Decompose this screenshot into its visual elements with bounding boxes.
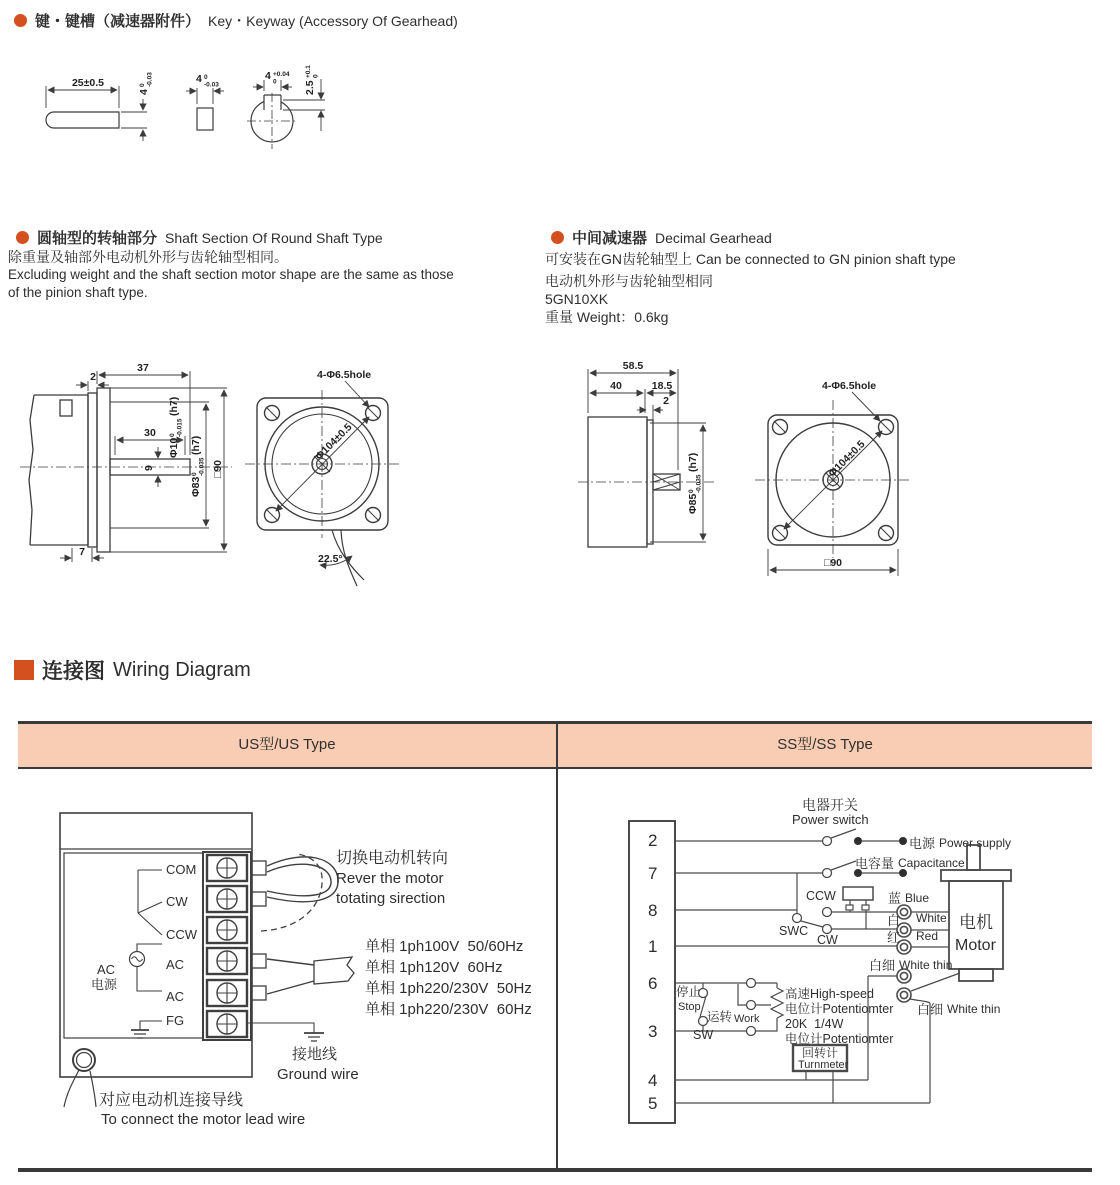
svg-text:2.5: 2.5 — [304, 80, 316, 95]
svg-text:0: 0 — [191, 472, 198, 476]
dim-angle: 22.5° — [318, 553, 343, 565]
svg-text:-0.015: -0.015 — [176, 418, 184, 437]
round-shaft-title — [16, 227, 383, 248]
dim-key-width — [196, 73, 219, 89]
bullet-icon — [551, 231, 564, 244]
ss-terminal-1: 1 — [648, 937, 658, 956]
gearhead-line1: 可安装在GN齿轮轴型上 Can be connected to GN pinion shaft type — [545, 251, 956, 267]
ss-work-en: Work — [734, 1013, 760, 1025]
ss-terminal-6: 6 — [648, 974, 658, 993]
ss-blue-label — [888, 888, 929, 907]
ss-capacitance — [855, 853, 965, 872]
svg-text:0: 0 — [312, 74, 320, 78]
gearhead-title-zh: 中间减速器 — [572, 230, 648, 247]
key-keyway-title-zh: 键・键槽（减速器附件） — [35, 13, 201, 30]
ss-pot-line3: 20K 1/4W — [785, 1017, 844, 1031]
round-shaft-line2: Excluding weight and the shaft section motor shape are the same as those — [8, 267, 454, 282]
dim-holes: 4-Φ6.5hole — [822, 380, 877, 392]
ss-power-supply-zh: 电源 — [909, 836, 936, 851]
gearhead-line2: 电动机外形与齿轮轴型相同 — [545, 273, 713, 289]
dim-dia104 — [826, 438, 867, 479]
us-terminal-com: COM — [166, 862, 197, 877]
us-ground-en: Ground wire — [277, 1066, 359, 1083]
svg-text:Φ85: Φ85 — [687, 493, 699, 514]
table-bottom-border — [18, 1168, 1092, 1172]
ss-white-thin2-en: White thin — [947, 1001, 1001, 1016]
dim-key-length: 25±0.5 — [71, 77, 105, 89]
ss-terminal-2: 2 — [648, 831, 658, 850]
dim-dia104 — [313, 421, 354, 462]
bullet-icon — [16, 231, 29, 244]
us-volt4: 单相 1ph220/230V 60Hz — [365, 1001, 532, 1018]
svg-text:0: 0 — [688, 489, 695, 493]
svg-text:□90: □90 — [212, 459, 224, 478]
round-shaft-title-en: Shaft Section Of Round Shaft Type — [165, 229, 383, 246]
dim-2: 2 — [663, 395, 669, 407]
wiring-title-en: Wiring Diagram — [113, 658, 251, 681]
gearhead-title — [551, 227, 772, 248]
dim-2: 2 — [90, 371, 96, 383]
ss-cw-label: CW — [817, 933, 838, 947]
svg-text:0: 0 — [169, 433, 176, 437]
us-ac-label: AC — [97, 962, 116, 977]
svg-text:(h7): (h7) — [687, 452, 699, 472]
ss-terminal-3: 3 — [648, 1022, 658, 1041]
dim-7: 7 — [79, 546, 85, 558]
ss-white-thin-upper — [869, 955, 952, 974]
ss-capacitance-en: Capacitance — [898, 855, 965, 870]
ss-power-switch-zh: 电器开关 — [802, 797, 858, 813]
ss-work-zh: 运转 — [707, 1010, 733, 1024]
ss-turnmeter-zh: 回转计 — [802, 1046, 839, 1060]
us-volt2: 单相 1ph120V 60Hz — [365, 959, 503, 976]
key-cross-section — [186, 88, 224, 130]
round-shaft-line1: 除重量及轴部外电动机外形与齿轮轴型相同。 — [8, 249, 288, 265]
us-power-label: 电源 — [91, 977, 118, 992]
ss-capacitance-zh: 电容量 — [855, 856, 895, 871]
ss-white-thin-zh: 白细 — [869, 958, 896, 973]
us-volt1: 单相 1ph100V 50/60Hz — [365, 938, 524, 955]
svg-text:4: 4 — [265, 70, 271, 82]
terminal-screws — [207, 855, 247, 1037]
dim-9 — [143, 465, 155, 471]
svg-text:(h7): (h7) — [190, 435, 202, 455]
ss-pot-line2: 电位计Potentiomter — [785, 1002, 894, 1016]
bullet-icon — [14, 14, 27, 27]
ss-stop-en: Stop — [678, 1001, 701, 1013]
gearhead-title-en: Decimal Gearhead — [655, 229, 772, 246]
us-reverse-en2: totating sirection — [336, 890, 446, 907]
svg-text:(h7): (h7) — [168, 396, 180, 416]
us-lead-zh: 对应电动机连接导线 — [99, 1092, 244, 1109]
ss-white-thin2-zh: 白细 — [917, 1002, 944, 1017]
ss-pot-line4: 电位计Potentiomter — [785, 1032, 894, 1046]
svg-text:-0.035: -0.035 — [198, 457, 206, 476]
dim-37: 37 — [137, 362, 149, 374]
dim-dia10 — [168, 397, 184, 458]
ss-terminal-7: 7 — [648, 864, 658, 883]
dim-30: 30 — [144, 427, 156, 439]
ss-terminal-8: 8 — [648, 901, 658, 920]
ss-power-switch-en: Power switch — [792, 812, 869, 827]
svg-text:4: 4 — [196, 73, 202, 85]
ss-turnmeter-en: Turnmeter — [798, 1059, 849, 1071]
key-keyway-title-en: Key・Keyway (Accessory Of Gearhead) — [208, 12, 458, 29]
ss-ccw-label: CCW — [806, 889, 836, 903]
us-reverse-zh: 切换电动机转向 — [336, 850, 449, 867]
ss-power-supply — [909, 833, 1011, 852]
ss-white-thin-lower — [917, 999, 1000, 1018]
ss-power-supply-en: Power supply — [939, 835, 1012, 850]
round-shaft-line3: of the pinion shaft type. — [8, 285, 148, 300]
svg-text:0: 0 — [139, 83, 146, 87]
dim-slot-depth — [304, 65, 320, 95]
us-terminal-ac2: AC — [166, 989, 185, 1004]
svg-text:-0.035: -0.035 — [695, 474, 703, 493]
us-terminal-ccw: CCW — [166, 927, 198, 942]
ss-blue-zh: 蓝 — [888, 891, 902, 906]
us-terminal-fg: FG — [166, 1013, 185, 1028]
svg-text:0: 0 — [204, 74, 208, 81]
ss-terminal-4: 4 — [648, 1071, 658, 1090]
ss-swc-label: SWC — [779, 924, 809, 938]
wiring-title — [14, 655, 251, 685]
terminal-screw-heads — [217, 858, 237, 1034]
ss-white-zh: 白 — [887, 913, 901, 928]
key-keyway-title — [14, 10, 458, 31]
dim-58-5: 58.5 — [622, 360, 644, 372]
ss-wiring-art — [556, 768, 1106, 1168]
dim-dia83 — [190, 436, 206, 497]
us-volt3: 单相 1ph220/230V 50Hz — [365, 980, 532, 997]
us-ground-zh: 接地线 — [292, 1046, 338, 1063]
svg-text:Φ104±0.5: Φ104±0.5 — [826, 438, 868, 480]
front-view — [755, 392, 912, 576]
ss-pot-line1: 高速High-speed — [785, 987, 874, 1001]
dim-sq90: □90 — [823, 557, 843, 569]
dim-sq90 — [212, 460, 224, 478]
ss-white-en: White — [916, 911, 947, 925]
dim-40: 40 — [610, 380, 622, 392]
us-terminal-ac1: AC — [166, 957, 185, 972]
ss-type-header: SS型/SS Type — [777, 736, 873, 753]
dim-dia85 — [687, 453, 703, 514]
square-bullet-icon — [14, 660, 34, 680]
wiring-title-zh: 连接图 — [42, 660, 105, 683]
ss-sw-label: SW — [693, 1028, 714, 1042]
ss-red-zh: 红 — [887, 930, 901, 945]
us-reverse-en1: Rever the motor — [336, 870, 444, 887]
svg-text:-0.03: -0.03 — [204, 81, 219, 89]
dim-holes: 4-Φ6.5hole — [317, 369, 372, 381]
svg-text:Φ10: Φ10 — [168, 437, 180, 458]
svg-text:4: 4 — [138, 89, 150, 95]
svg-text:+0.04: +0.04 — [273, 71, 290, 78]
ss-red-en: Red — [916, 929, 939, 943]
svg-text:-0.03: -0.03 — [146, 72, 154, 87]
ss-stop-zh: 停止 — [676, 985, 702, 999]
svg-text:Φ83: Φ83 — [190, 476, 202, 497]
ss-terminal-5: 5 — [648, 1094, 658, 1113]
dim-slot-width — [265, 70, 290, 86]
gearhead-line4: 重量 Weight：0.6kg — [545, 309, 669, 325]
key-side-view — [46, 86, 147, 141]
us-lead-en: To connect the motor lead wire — [101, 1111, 306, 1128]
svg-text:+0.1: +0.1 — [305, 65, 312, 78]
key-keyway-drawing — [0, 55, 560, 175]
ss-white-thin-en: White thin — [899, 957, 953, 972]
us-terminal-cw: CW — [166, 894, 188, 909]
svg-text:Φ104±0.5: Φ104±0.5 — [313, 421, 355, 463]
ss-motor-zh: 电机 — [959, 913, 993, 932]
dim-key-height — [138, 72, 154, 95]
svg-text:0: 0 — [273, 78, 277, 86]
gearhead-line3: 5GN10XK — [545, 291, 609, 307]
ss-blue-en: Blue — [905, 890, 930, 905]
round-shaft-title-zh: 圆轴型的转轴部分 — [37, 230, 158, 247]
round-shaft-drawing — [0, 355, 450, 615]
gearhead-drawing — [560, 355, 1000, 615]
us-type-header: US型/US Type — [238, 736, 336, 753]
svg-text:9: 9 — [143, 465, 155, 471]
dim-18-5: 18.5 — [651, 380, 673, 392]
ss-motor-en: Motor — [955, 937, 996, 954]
